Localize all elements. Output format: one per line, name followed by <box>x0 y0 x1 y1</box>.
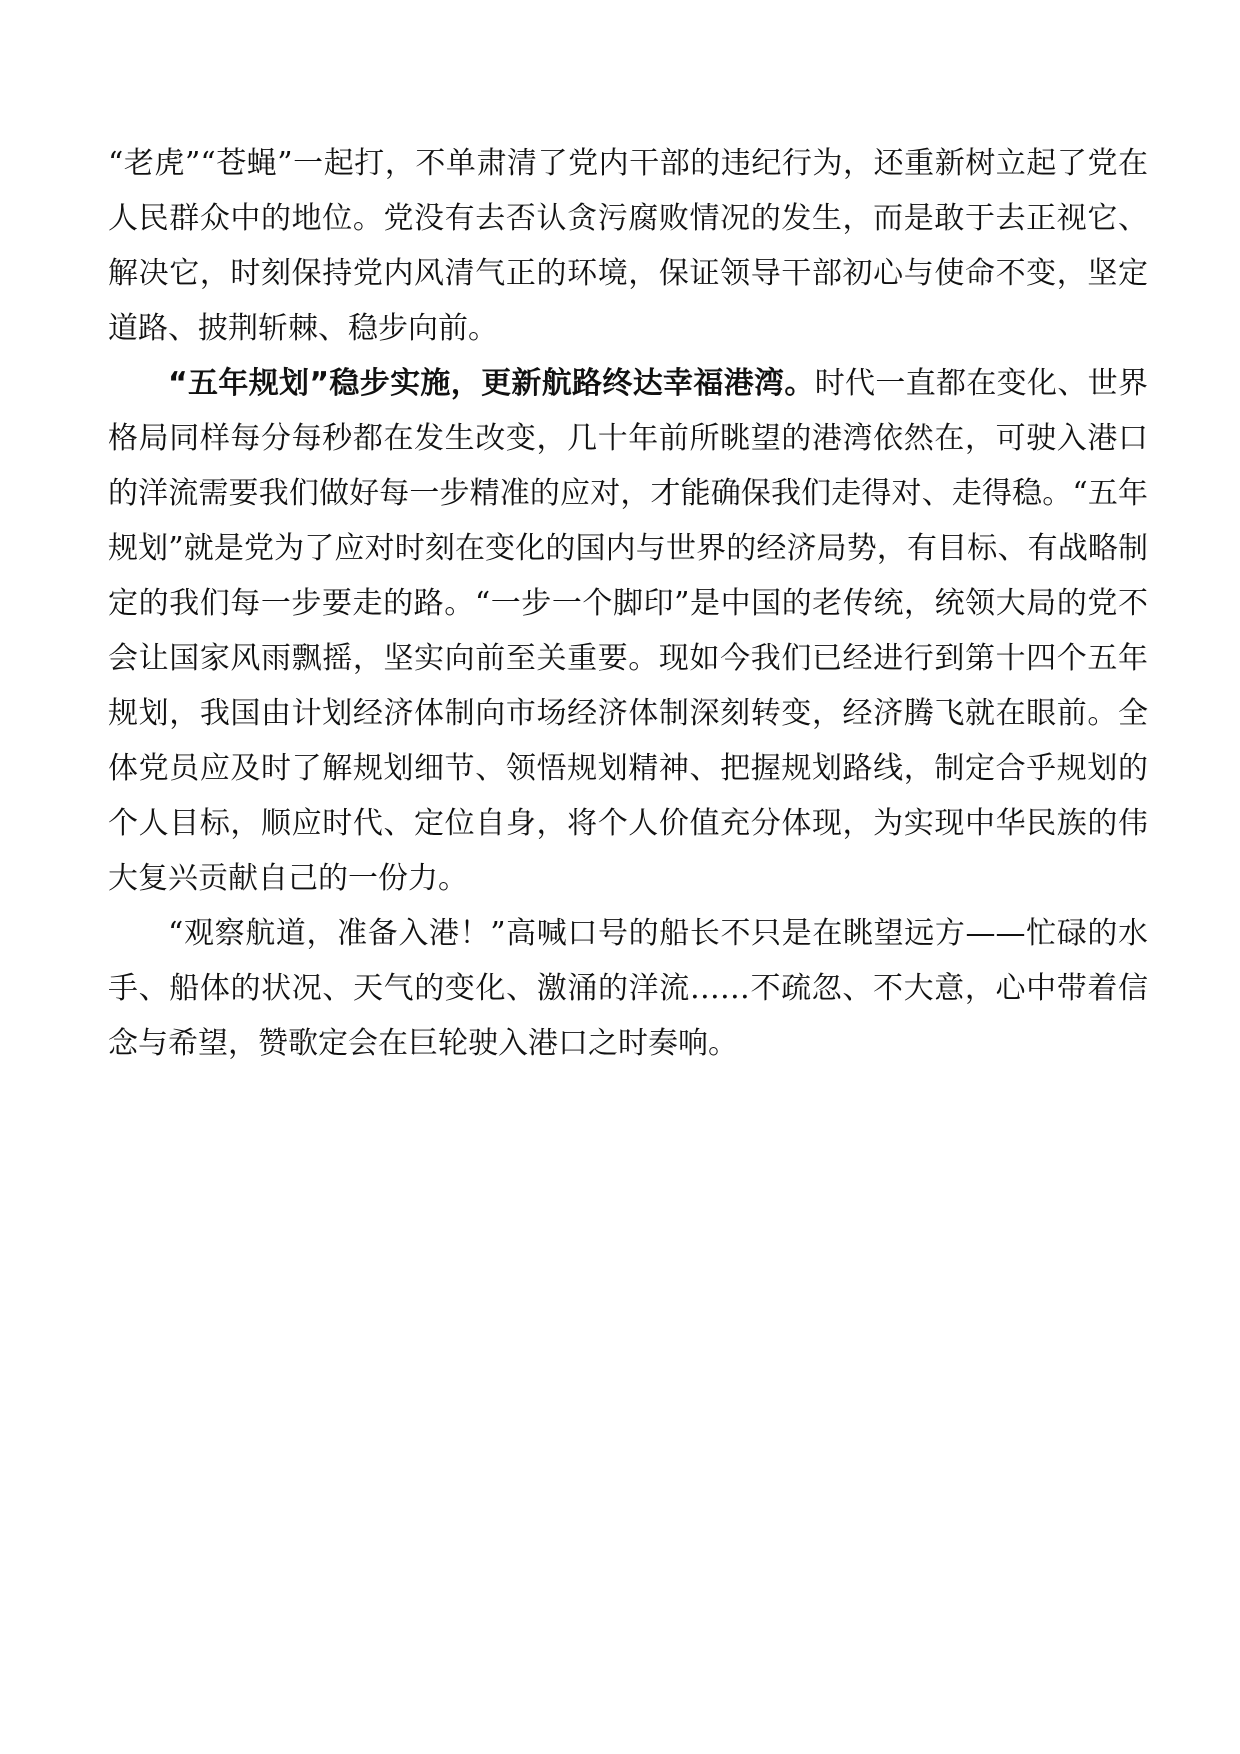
paragraph-continuation <box>108 136 1148 356</box>
paragraph-text: “老虎”“苍蝇”一起打，不单肃清了党内干部的违纪行为，还重新树立起了党在人民群众中的地位。党没有去否认贪污腐败情况的发生，而是敢于去正视它、解决它，时刻保持党内风清气正的环境，保证领导干部初心与使命不变，坚定道路、披荆斩棘、稳步向前。 <box>108 146 1148 346</box>
paragraph-five-year-plan <box>108 356 1148 906</box>
paragraph-closing <box>108 906 1148 1071</box>
paragraph-text: “观察航道，准备入港！”高喊口号的船长不只是在眺望远方——忙碌的水手、船体的状况、天气的变化、激涌的洋流……不疏忽、不大意，心中带着信念与希望，赞歌定会在巨轮驶入港口之时奏响。 <box>108 916 1148 1061</box>
paragraph-lead-sentence: “五年规划”稳步实施，更新航路终达幸福港湾。 <box>168 366 815 401</box>
paragraph-text: 时代一直都在变化、世界格局同样每分每秒都在发生改变，几十年前所眺望的港湾依然在，可驶入港口的洋流需要我们做好每一步精准的应对，才能确保我们走得对、走得稳。“五年规划”就是党为了应对时刻在变化的国内与世界的经济局势，有目标、有战略制定的我们每一步要走的路。“一步一个脚印”是中国的老传统，统领大局的党不会让国家风雨飘摇，坚实向前至关重要。现如今我们已经进行到第十四个五年规划，我国由计划经济体制向市场经济体制深刻转变，经济腾飞就在眼前。全体党员应及时了解规划细节、领悟规划精神、把握规划路线，制定合乎规划的个人目标，顺应时代、定位自身，将个人价值充分体现，为实现中华民族的伟大复兴贡献自己的一份力。 <box>108 366 1149 896</box>
document-body <box>108 136 1148 1071</box>
